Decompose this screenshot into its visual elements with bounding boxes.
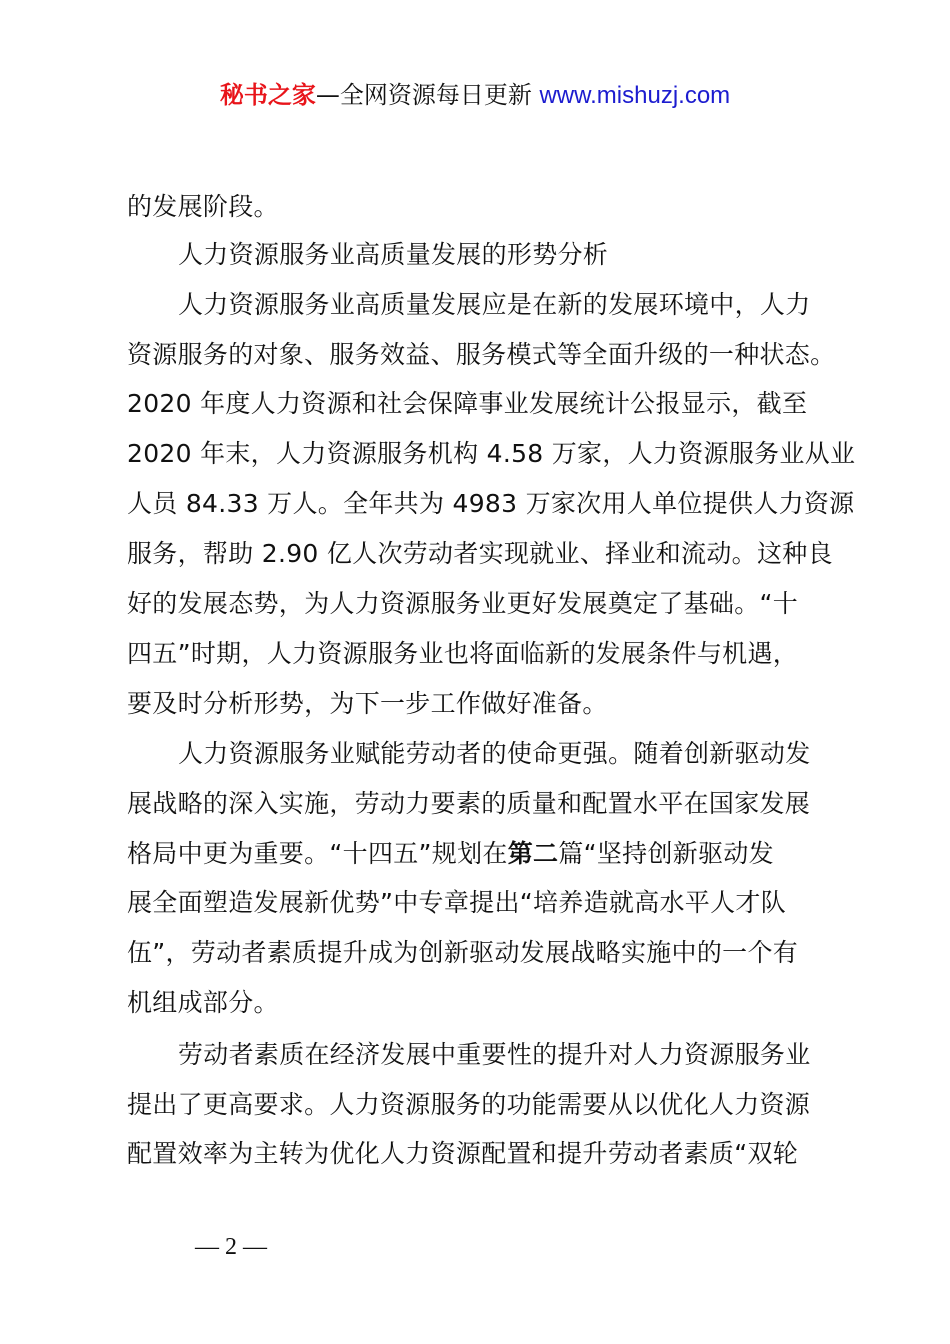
- page-number: — 2 —: [195, 1234, 267, 1260]
- paragraph-line: 服务，帮助 2.90 亿人次劳动者实现就业、择业和流动。这种良: [127, 539, 833, 568]
- brand-name: 秘书之家: [219, 81, 316, 109]
- paragraph-line: 要及时分析形势，为下一步工作做好准备。: [127, 689, 608, 718]
- paragraph-line: 提出了更高要求。人力资源服务的功能需要从以优化人力资源: [127, 1090, 811, 1119]
- paragraph-line: 展全面塑造发展新优势”中专章提出“培养造就高水平人才队: [127, 888, 787, 917]
- paragraph-line: 2020 年度人力资源和社会保障事业发展统计公报显示，截至: [127, 389, 808, 418]
- paragraph-line: 资源服务的对象、服务效益、服务模式等全面升级的一种状态。: [127, 340, 836, 369]
- paragraph-line: 配置效率为主转为优化人力资源配置和提升劳动者素质“双轮: [127, 1139, 799, 1168]
- paragraph-line: 劳动者素质在经济发展中重要性的提升对人力资源服务业: [178, 1040, 811, 1069]
- line-text: 篇“坚持创新驱动发: [558, 839, 774, 868]
- line-text: 格局中更为重要。“十四五”规划在: [127, 839, 508, 868]
- paragraph-line: 的发展阶段。: [127, 192, 279, 221]
- paragraph-line: 伍”，劳动者素质提升成为创新驱动发展战略实施中的一个有: [127, 938, 799, 967]
- paragraph-line: 机组成部分。: [127, 988, 279, 1017]
- section-heading: 人力资源服务业高质量发展的形势分析: [178, 240, 609, 269]
- site-header: [0, 78, 950, 113]
- paragraph-line: 人力资源服务业高质量发展应是在新的发展环境中，人力: [178, 290, 811, 319]
- site-url-link[interactable]: www.mishuzj.com: [539, 82, 731, 109]
- paragraph-line: 人力资源服务业赋能劳动者的使命更强。随着创新驱动发: [178, 739, 811, 768]
- bold-text: 第二: [507, 839, 559, 868]
- paragraph-line: [127, 836, 837, 872]
- header-tagline: —全网资源每日更新: [315, 81, 532, 109]
- paragraph-line: 四五”时期，人力资源服务业也将面临新的发展条件与机遇，: [127, 639, 799, 668]
- paragraph-line: 2020 年末，人力资源服务机构 4.58 万家，人力资源服务业从业: [127, 439, 856, 468]
- paragraph-line: 好的发展态势，为人力资源服务业更好发展奠定了基础。“十: [127, 589, 799, 618]
- paragraph-line: 展战略的深入实施，劳动力要素的质量和配置水平在国家发展: [127, 789, 811, 818]
- paragraph-line: 人员 84.33 万人。全年共为 4983 万家次用人单位提供人力资源: [127, 489, 855, 518]
